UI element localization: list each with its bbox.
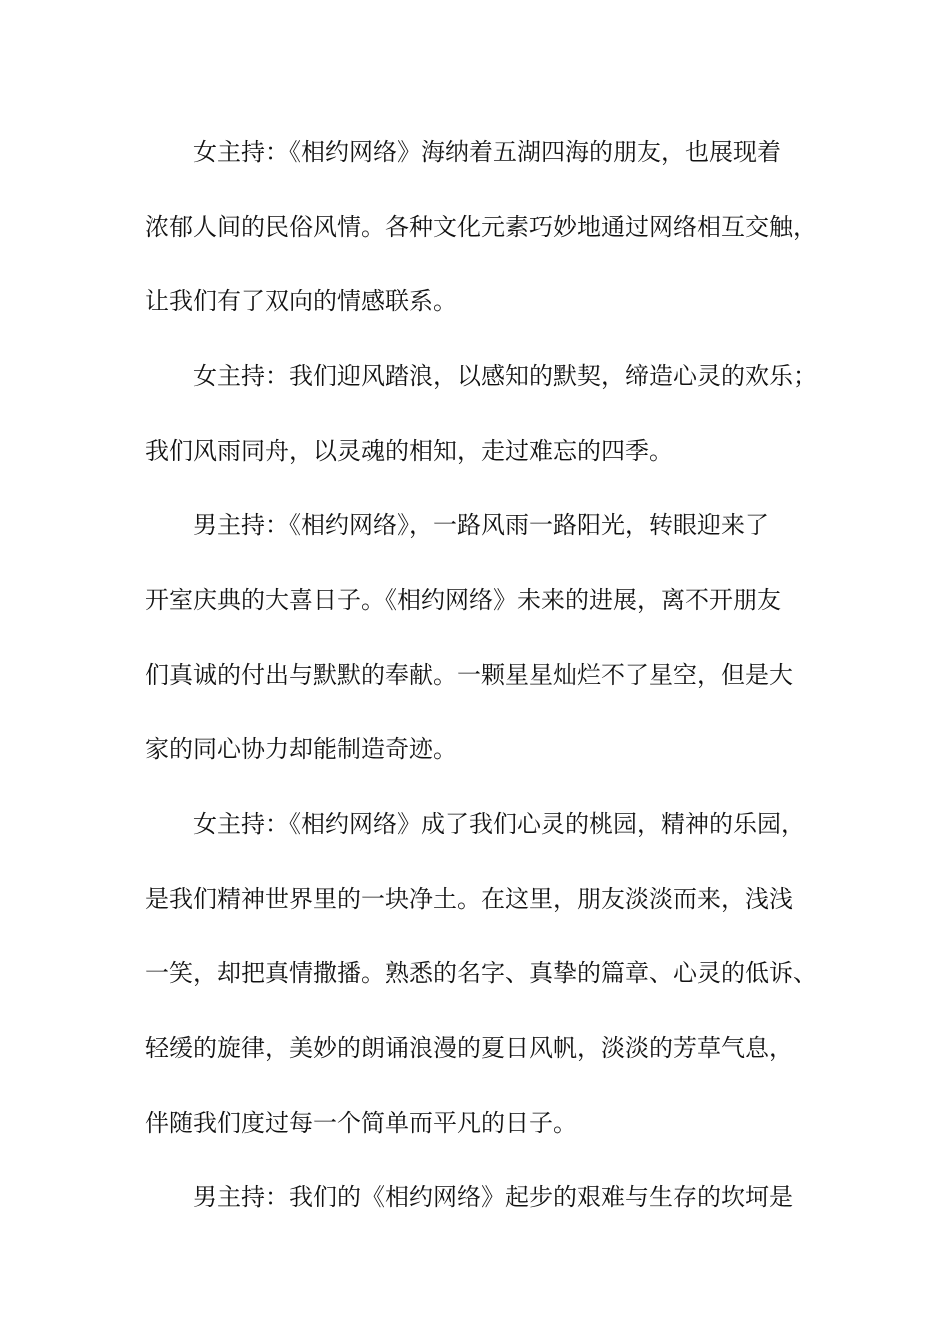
paragraph-1-line-1: 女主持：《相约网络》海纳着五湖四海的朋友，也展现着 — [193, 138, 781, 166]
paragraph-4-line-5: 伴随我们度过每一个简单而平凡的日子。 — [145, 1109, 577, 1137]
paragraph-2-line-2: 我们风雨同舟，以灵魂的相知，走过难忘的四季。 — [145, 437, 673, 465]
paragraph-1-line-2: 浓郁人间的民俗风情。各种文化元素巧妙地通过网络相互交触， — [145, 213, 817, 241]
paragraph-3-line-3: 们真诚的付出与默默的奉献。一颗星星灿烂不了星空，但是大 — [145, 661, 793, 689]
paragraph-3-line-4: 家的同心协力却能制造奇迹。 — [145, 735, 457, 763]
paragraph-4-line-1: 女主持：《相约网络》成了我们心灵的桃园，精神的乐园， — [193, 810, 805, 838]
paragraph-3-line-2: 开室庆典的大喜日子。《相约网络》未来的进展，离不开朋友 — [145, 586, 781, 614]
paragraph-4-line-4: 轻缓的旋律，美妙的朗诵浪漫的夏日风帆，淡淡的芳草气息， — [145, 1034, 793, 1062]
paragraph-2-line-1: 女主持：我们迎风踏浪，以感知的默契，缔造心灵的欢乐； — [193, 362, 817, 390]
paragraph-5-line-1: 男主持：我们的《相约网络》起步的艰难与生存的坎坷是 — [193, 1183, 793, 1211]
paragraph-4-line-2: 是我们精神世界里的一块净土。在这里，朋友淡淡而来，浅浅 — [145, 885, 793, 913]
paragraph-3-line-1: 男主持：《相约网络》，一路风雨一路阳光，转眼迎来了 — [193, 511, 769, 539]
paragraph-4-line-3: 一笑，却把真情撒播。熟悉的名字、真挚的篇章、心灵的低诉、 — [145, 959, 817, 987]
paragraph-1-line-3: 让我们有了双向的情感联系。 — [145, 287, 457, 315]
